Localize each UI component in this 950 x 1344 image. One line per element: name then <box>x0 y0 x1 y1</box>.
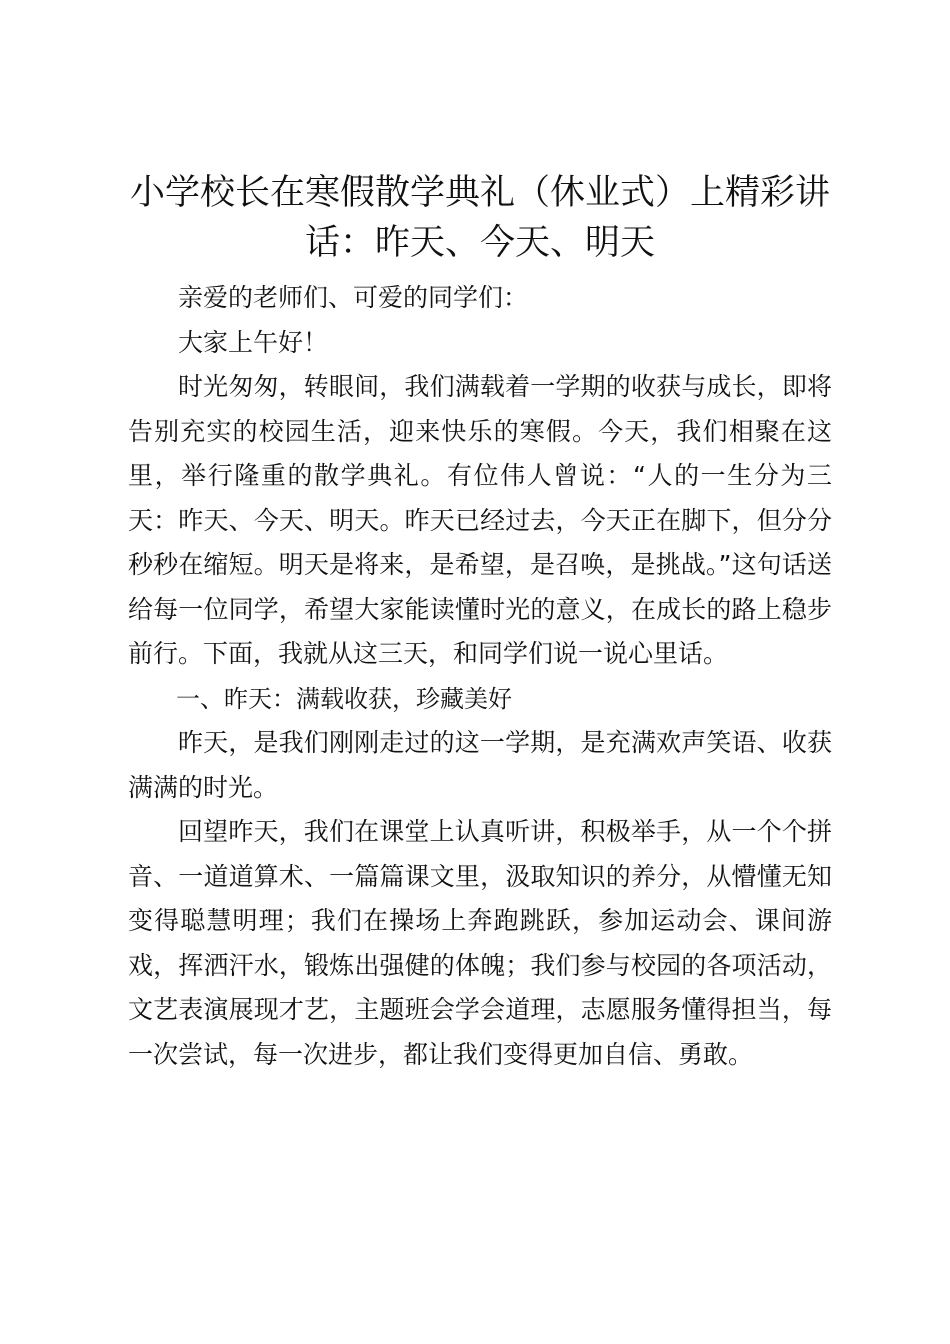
document-body <box>128 276 832 1077</box>
greeting-paragraph: 大家上午好！ <box>178 327 329 357</box>
yesterday-paragraph-2: 回望昨天，我们在课堂上认真听讲，积极举手，从一个个拼音、一道道算术、一篇篇课文里，汲取知识的养分，从懵懂无知变得聪慧明理；我们在操场上奔跑跳跃，参加运动会、课间游戏，挥洒汗水，锻炼出强健的体魄；我们参与校园的各项活动，文艺表演展现才艺，主题班会学会道理，志愿服务懂得担当，每一次尝试，每一次进步，都让我们变得更加自信、勇敢。 <box>128 817 832 1069</box>
intro-paragraph: 时光匆匆，转眼间，我们满载着一学期的收获与成长，即将告别充实的校园生活，迎来快乐的寒假。今天，我们相聚在这里，举行隆重的散学典礼。有位伟人曾说：“人的一生分为三天：昨天、今天、明天。昨天已经过去，今天正在脚下，但分分秒秒在缩短。明天是将来，是希望，是召唤，是挑战。”这句话送给每一位同学，希望大家能读懂时光的意义，在成长的路上稳步前行。下面，我就从这三天，和同学们说一说心里话。 <box>128 372 832 668</box>
section-heading-yesterday: 一、昨天：满载收获，珍藏美好 <box>176 684 512 713</box>
salutation-paragraph: 亲爱的老师们、可爱的同学们： <box>178 283 529 312</box>
yesterday-paragraph-1: 昨天，是我们刚刚走过的这一学期，是充满欢声笑语、收获满满的时光。 <box>128 728 832 802</box>
document-page <box>128 168 832 1077</box>
document-title: 小学校长在寒假散学典礼（休业式）上精彩讲话：昨天、今天、明天 <box>129 173 830 263</box>
